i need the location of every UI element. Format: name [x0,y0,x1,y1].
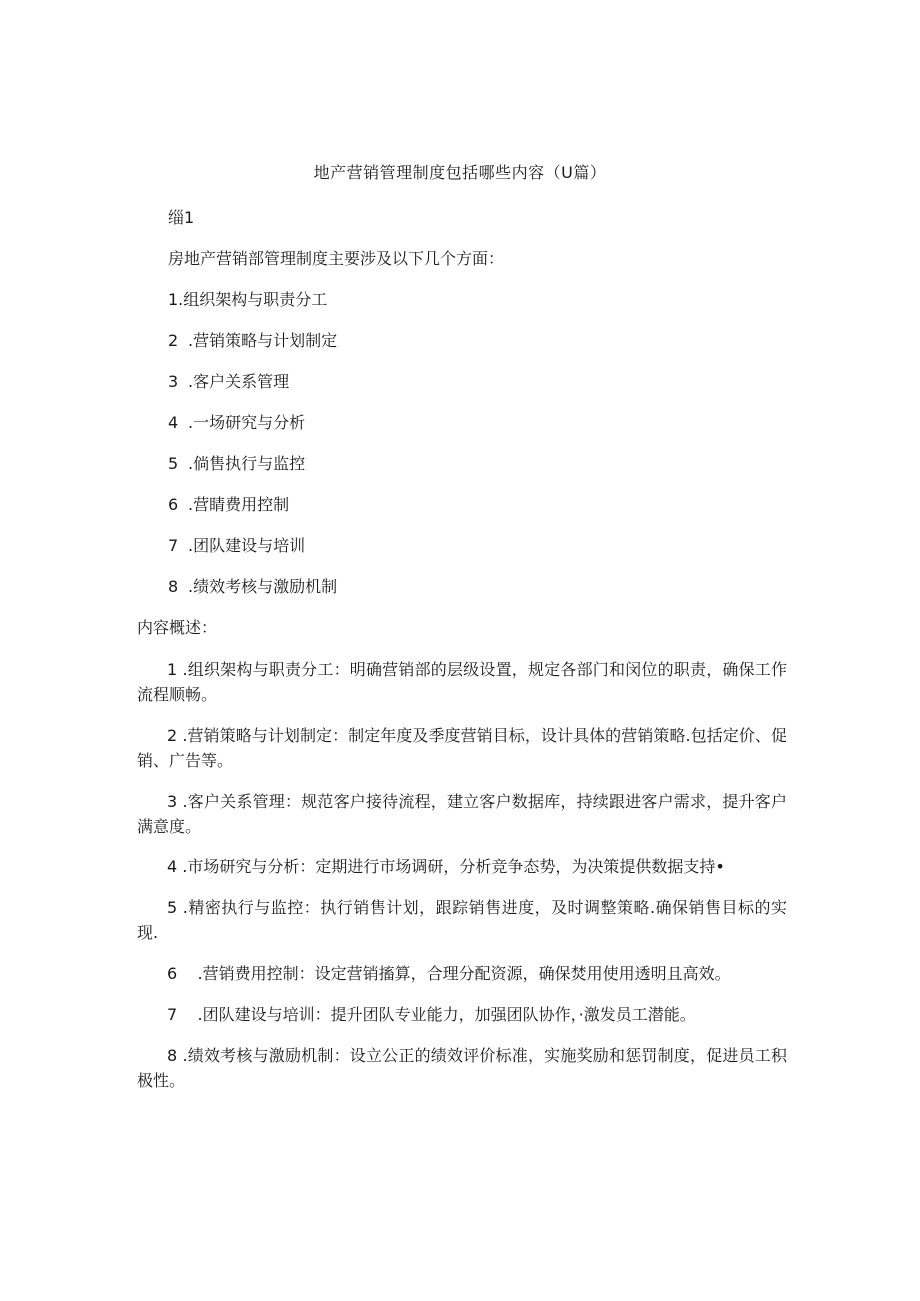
toc-item-number: 5 [168,454,179,473]
detail-paragraph [137,895,787,945]
detail-number: 3 [167,792,178,811]
toc-item-number: 1. [168,290,184,309]
toc-item-number: 3 [168,372,179,391]
toc-item-text: .倘售执行与监控 [188,454,306,473]
toc-item-text: .一场研究与分析 [188,413,306,432]
detail-text: .精密执行与监控：执行销售计划，跟踪销售进度，及时调整策略.确保销售目标的实现. [137,898,787,942]
detail-paragraph [137,961,787,986]
toc-item-text: .营睛费用控制 [188,495,290,514]
toc-item [168,575,337,599]
toc-item-number: 7 [168,536,179,555]
detail-number: 7 [167,1005,178,1024]
detail-paragraph [137,1002,787,1027]
toc-item [168,534,305,558]
document-subtitle: 缁1 [168,208,195,227]
detail-text: .绩效考核与激励机制：设立公正的绩效评价标准，实施奖励和惩罚制度，促进员工积极性。 [137,1046,787,1090]
toc-item [168,370,289,394]
document-title: 地产营销管理制度包括哪些内容（U篇） [313,163,607,182]
detail-number: 5 [167,898,178,917]
toc-item-text: .营销策略与计划制定 [188,331,338,350]
detail-text: .组织架构与职责分工：明确营销部的层级设置，规定各部门和闵位的职责，确保工作流程顺畅。 [137,660,787,704]
detail-text: .营销策略与计划制定：制定年度及季度营销目标，设计具体的营销策略.包括定价、促销、广告等。 [137,726,787,770]
detail-text: .营销费用控制：设定营销搐算，合理分配资源，确保焚用使用透明且高效。 [197,964,731,983]
detail-number: 6 [167,964,178,983]
toc-item-text: .团队建设与培训 [188,536,306,555]
detail-text: .客户关系管理：规范客户接待流程，建立客户数据库，持续跟进客户需求，提升客户满意度。 [137,792,787,836]
toc-item [168,411,305,435]
detail-paragraph [137,723,787,773]
intro-text: 房地产营销部管理制度主要涉及以下几个方面： [168,249,505,268]
toc-item-number: 2 [168,331,179,350]
detail-number: 4 [167,857,178,876]
toc-item-number: 6 [168,495,179,514]
detail-paragraph [137,789,787,839]
detail-paragraph [137,854,787,879]
toc-item [168,493,289,517]
detail-paragraph [137,1043,787,1093]
toc-item-number: 8 [168,577,179,596]
overview-heading: 内容概述： [137,618,218,637]
toc-item [168,288,327,312]
detail-text: .团队建设与培训：提升团队专业能力，加强团队协作，·激发员工潜能。 [197,1005,696,1024]
toc-item [168,452,305,476]
detail-number: 2 [167,726,178,745]
toc-item-number: 4 [168,413,179,432]
detail-number: 1 [167,660,178,679]
detail-text: .市场研究与分析：定期进行市场调研，分析竞争态势，为决策提供数据支持• [182,857,725,876]
toc-item-text: .客户关系管理 [188,372,290,391]
toc-item [168,329,337,353]
toc-item-text: 组织架构与职责分工 [183,290,328,309]
detail-number: 8 [167,1046,178,1065]
toc-item-text: .绩效考核与激励机制 [188,577,338,596]
detail-paragraph [137,657,787,707]
